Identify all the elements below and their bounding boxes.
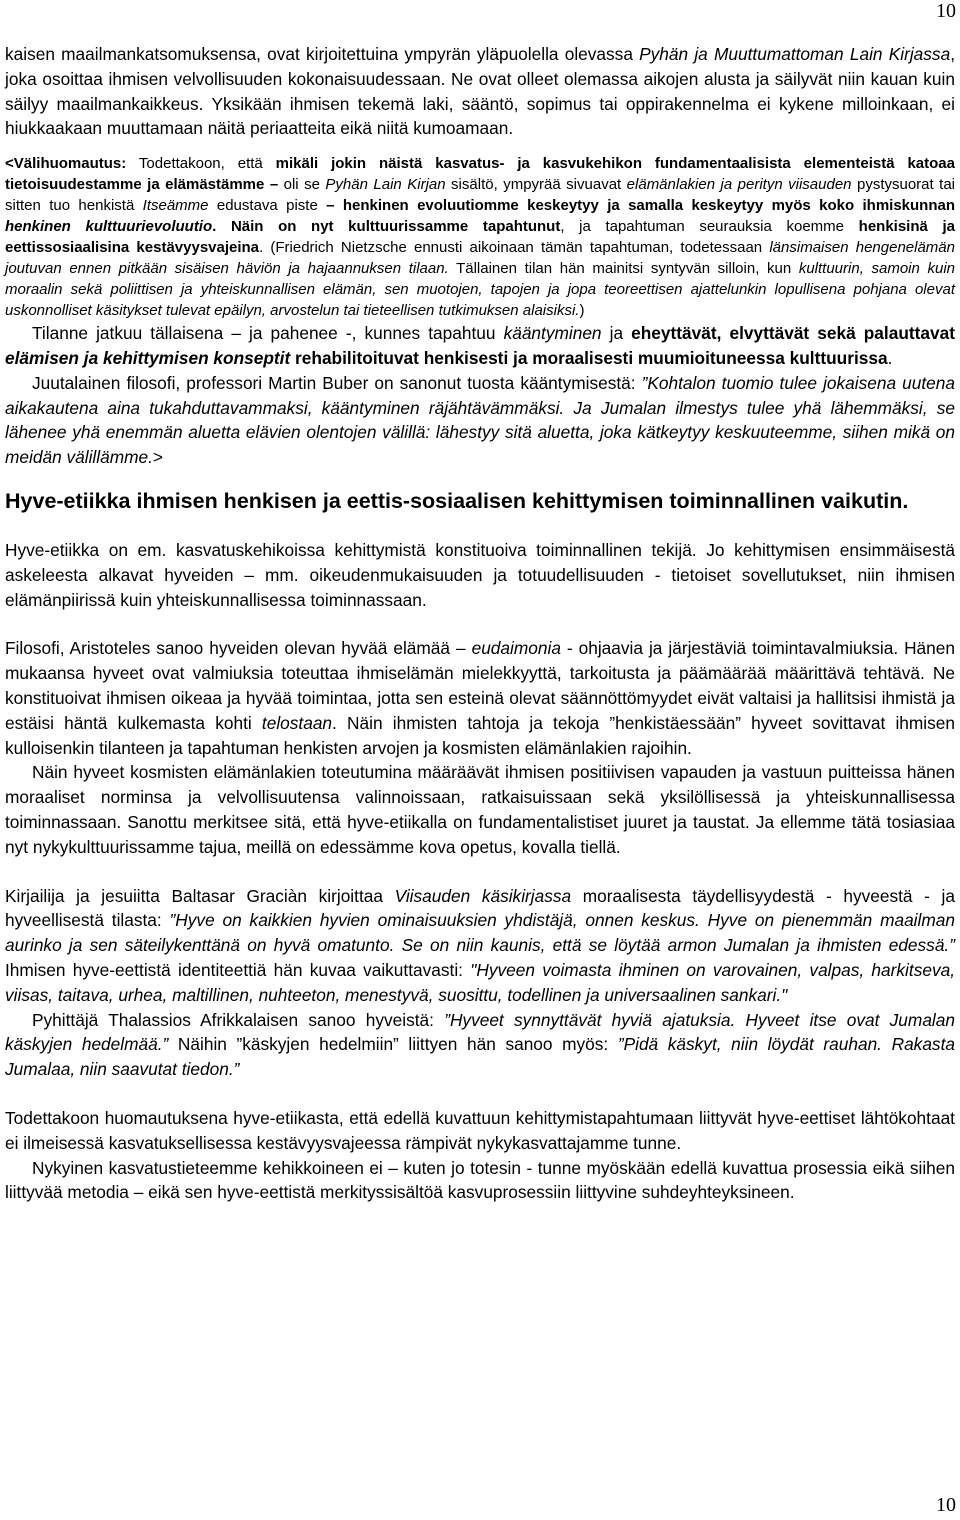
text-run: - ohjaavia ja järjestäviä toimintavalmiuksia. Hänen mukaansa hyveet ovat valmiuksia toteuttaa ihmiselämän mielekkyyttä, tarkoitusta ja päämäärää määrittävä tehtävä. Ne konstituoivat ihmisen oikeaa ja hyvää toimintaa, jotta sen esteinä olevat säännöttömyydet eivät valtaisi ja hallitsisi ihmistä ja estäisi häntä kulkemasta kohti <box>5 638 956 733</box>
text-run: Ihmisen hyve-eettistä identiteettiä hän kuvaa vaikuttavasti: <box>5 959 471 980</box>
text-run-italic: Itseämme <box>142 197 209 215</box>
text-run: , joka osoittaa ihmisen velvollisuuden kokonaisuudessaan. Ne ovat olleet olemassa aikojen alusta ja säilyvät niin kauan kuin säilyy maailmankaikkeus. Yksikään ihmisen tekemä laki, sääntö, sopimus tai oppirakennelma ei kykene milloinkaan, ei hiukkaakaan muuttamaan näitä periaatteita eikä niitä kumoamaan. <box>5 44 955 139</box>
text-run-italic: eudaimonia <box>471 638 561 659</box>
text-run: sisältö, ympyrää sivuavat <box>445 176 627 194</box>
page-number-top: 10 <box>936 0 956 22</box>
text-run: . <box>887 347 893 368</box>
text-run-italic: kulttuurin, samoin kuin moraalin sekä poliittisen ja yhteiskunnallisen elämän, sen muotojen, tapojen ja jopa teoreettisen ajattelunkin lopullisena pohjana olevat uskonnolliset käsitykset tulevat epäilyn, arvostelun tai tieteellisen tutkimuksen alaisiksi. <box>5 260 955 320</box>
paragraph-remark: Todettakoon huomautuksena hyve-etiikasta, että edellä kuvattuun kehittymistapahtumaan liittyvät hyve-eettiset lähtökohtaat ei ilmeisessä kasvatuksellisessa kestävyysvajeessa rämpivät nykykasvattajamme tunne. <box>5 1107 955 1153</box>
text-run-bold: henkisinä ja eettissosiaalisina kestävyysvajeina <box>5 218 955 257</box>
text-run: . (Friedrich Nietzsche ennusti aikoinaan tämän tapahtuman, todetessaan <box>259 239 770 257</box>
text-run-italic: ”Hyveet synnyttävät hyviä ajatuksia. Hyveet itse ovat Jumalan käskyjen hedelmää.” <box>5 1009 955 1055</box>
text-run-italic: länsimaisen hengenelämän joutuvan ennen pitkään sisäisen häviön ja hajaannuksen tilaan. <box>5 239 955 278</box>
text-run: . Näin ihmisten tahtoja ja tekoja ”henkistäessään” hyveet sovittavat ihmisen kulloisenkin tilanteen ja tapahtuman henkisten arvojen ja kosmisten elämänlakien rajoihin. <box>5 712 955 758</box>
text-run: Kirjailija ja jesuiitta Baltasar Graciàn kirjoittaa <box>5 885 395 906</box>
paragraph-gracian <box>5 884 955 1008</box>
text-run: , ja tapahtuman seurauksia koemme <box>560 218 859 236</box>
text-run-bold: rehabilitoituvat henkisesti ja moraalisesti muumioituneessa kulttuurissa <box>290 347 888 368</box>
paragraph-cosmic-laws: Näin hyveet kosmisten elämänlakien toteutumina määräävät ihmisen positiivisen vapauden ja vastuun puitteissa hänen moraaliset norminsa ja velvollisuutensa valinnoissaan, ratkaisuissaan sekä yksilöllisessä ja yhteiskunnallisessa toiminnassaan. Sanottu merkitsee sitä, että hyve-etiikalla on fundamentalistiset juuret ja taustat. Ja ellemme tätä tosiasiaa nyt nykykulttuurissamme tajua, meillä on edessämme kova opetus, kovalla tiellä. <box>5 762 955 857</box>
section-heading: Hyve-etiikka ihmisen henkisen ja eettis-sosiaalisen kehittymisen toiminnallinen vaikutin. <box>5 488 909 513</box>
text-run-bold: eheyttävät, elvyttävät sekä palauttavat <box>631 323 955 344</box>
text-run: ja <box>601 323 632 344</box>
paragraph-turning <box>5 321 955 371</box>
text-run-italic: Pyhän ja Muuttumattoman Lain Kirjassa <box>639 44 951 64</box>
text-run-italic: ”Kohtalon tuomio tulee jokaisena uutena aikakautena aina tukahduttavammaksi, kääntyminen räjähtävämmäksi. Ja Jumalan ilmestys tulee yhä lähemmäksi, se lähenee yhä enemmän aluetta elävien olentojen välillä: lähestyy sitä aluetta, joka kätkeytyy keskuuteemme, siihen mikä on meidän välillämme. <box>5 372 955 468</box>
paragraph-buber <box>5 371 955 470</box>
text-run-bold-italic: henkinen kulttuurievoluutio <box>5 218 213 236</box>
text-run: pystysuorat tai sitten tuo henkistä <box>5 176 955 215</box>
paragraph-current-pedagogy: Nykyinen kasvatustieteemme kehikkoineen ei – kuten jo totesin - tunne myöskään edellä kuvattua prosessia eikä siihen liittyvää metodia – eikä sen hyve-eettistä merkityssisältöä kasvuprosessiin liittyvine suhdeyhteyksineen. <box>5 1157 955 1203</box>
text-run-italic: Viisauden käsikirjassa <box>394 885 572 906</box>
paragraph-virtue-ethics: Hyve-etiikka on em. kasvatuskehikoissa kehittymistä konstituoiva toiminnallinen tekijä. Jo kehittymisen ensimmäisestä askeleesta alkavat hyveiden – mm. oikeudenmukaisuuden ja totuudellisuuden - tietoiset sovellutukset, niin ihmisen elämänpiirissä kuin yhteiskunnallisessa toiminnassaan. <box>5 539 955 610</box>
text-run-italic: ”Hyve on kaikkien hyvien ominaisuuksien yhdistäjä, onnen keskus. Hyve on pienemmän maailman aurinko ja sen säteilykenttänä on hyvä omatunto. Se on niin kaunis, että se löytää armon Jumalan ja ihmisten edessä.” <box>5 910 955 956</box>
text-run: moraalisesta täydellisyydestä - hyveestä - ja hyveellisestä tilasta: <box>5 885 955 931</box>
note-label: <Välihuomautus: <box>5 155 127 173</box>
text-run-italic: "Hyveen voimasta ihminen on varovainen, valpas, harkitseva, viisas, taitava, urhea, maltillinen, nuhteeton, menestyvä, suosittu, todellinen ja universaalinen sankari." <box>5 959 955 1005</box>
document-body <box>5 42 955 1205</box>
text-run: Tilanne jatkuu tällaisena – ja pahenee -, kunnes tapahtuu <box>32 323 504 344</box>
paragraph-thalassios <box>5 1008 955 1082</box>
text-run: > <box>152 447 163 468</box>
text-run: Juutalainen filosofi, professori Martin Buber on sanonut tuosta kääntymisestä: <box>32 372 642 393</box>
page-number-bottom: 10 <box>936 1494 956 1516</box>
paragraph-side-note <box>5 153 955 321</box>
text-run-italic: elämänlakien ja perityn viisauden <box>626 176 852 194</box>
paragraph-aristotle <box>5 636 955 760</box>
text-run: kaisen maailmankatsomuksensa, ovat kirjoitettuina ympyrän yläpuolella olevassa <box>5 44 640 64</box>
text-run: Tällainen tilan hän mainitsi syntyvän silloin, kun <box>448 260 799 278</box>
text-run-bold-italic: elämisen ja kehittymisen konseptit <box>5 347 291 368</box>
text-run: ) <box>579 302 585 320</box>
text-run: Näihin ”käskyjen hedelmiin” liittyen hän sanoo myös: <box>168 1034 618 1055</box>
text-run-italic: telostaan <box>261 712 333 733</box>
text-run-italic: Pyhän Lain Kirjan <box>325 176 446 194</box>
text-run-bold: . Näin on nyt kulttuurissamme tapahtunut <box>212 218 561 236</box>
text-run: Filosofi, Aristoteles sanoo hyveiden olevan hyvää elämää – <box>5 638 472 659</box>
text-run-bold: – henkinen evoluutiomme keskeytyy ja samalla keskeytyy myös koko ihmiskunnan <box>326 197 955 215</box>
paragraph-intro <box>5 42 955 141</box>
text-run-italic: kääntyminen <box>503 323 602 344</box>
text-run-italic: ”Pidä käskyt, niin löydät rauhan. Rakasta Jumalaa, niin saavutat tiedon.” <box>5 1034 955 1080</box>
text-run: oli se <box>278 176 326 194</box>
text-run: edustava piste <box>208 197 327 215</box>
text-run-bold: mikäli jokin näistä kasvatus- ja kasvukehikon fundamentaalisista elementeistä katoaa tietoisuudestamme ja elämästämme – <box>5 155 955 194</box>
text-run: Pyhittäjä Thalassios Afrikkalaisen sanoo hyveistä: <box>32 1009 445 1030</box>
text-run: Todettakoon, että <box>126 155 276 173</box>
